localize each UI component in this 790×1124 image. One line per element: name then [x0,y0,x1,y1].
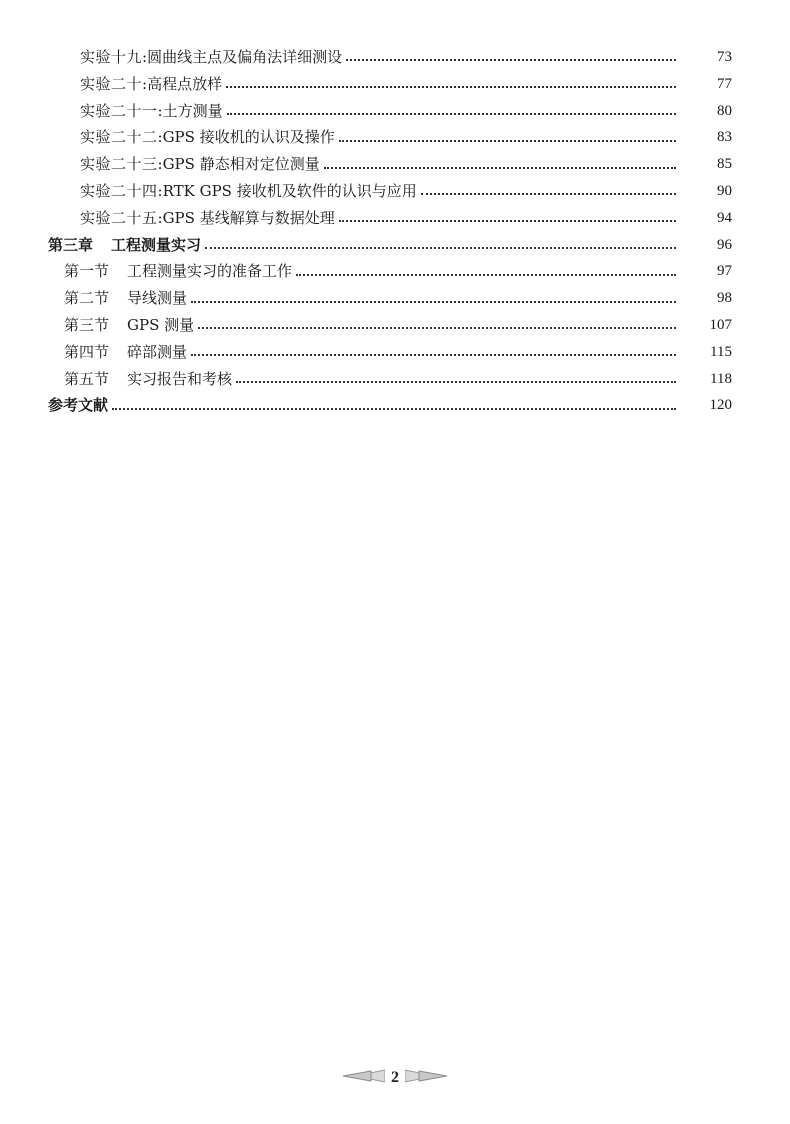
toc-entry-title [64,312,194,339]
dot-leader [205,247,676,249]
toc-entry-text: 工程测量实习的准备工作 [127,262,293,281]
toc-entry-title: 实验二十一:土方测量 [80,101,223,120]
toc-entry-section-3[interactable] [0,312,790,339]
toc-entry-label: 实验二十四 [80,181,158,200]
toc-entry-label: 第二节 [64,289,110,308]
toc-entry-experiment-22[interactable] [0,124,790,151]
toc-entry-chapter-3[interactable] [0,232,790,259]
toc-entry-title [64,366,232,393]
toc-entry-text: 高程点放样 [147,74,223,93]
right-arrow-icon [405,1068,449,1087]
dot-leader [339,220,676,222]
toc-entry-section-1[interactable] [0,258,790,285]
toc-entry-label: 实验二十二 [80,128,158,147]
dot-leader [198,327,676,329]
toc-entry-title: 参考文献 [48,396,109,415]
toc-entry-label: 实验二十一 [80,101,158,120]
left-arrow-icon [341,1068,385,1087]
dot-leader [226,86,676,88]
toc-entry-experiment-19[interactable] [0,44,790,71]
toc-entry-label: 第三节 [64,315,110,334]
toc-entry-text: 实习报告和考核 [127,369,233,388]
dot-leader [339,140,676,142]
toc-page-number: 98 [717,290,732,307]
toc-entry-text: RTK GPS 接收机及软件的认识与应用 [162,181,417,200]
toc-entry-text: 导线测量 [127,289,188,308]
toc-entry-title: 实验二十:高程点放样 [80,74,223,93]
toc-entry-text: GPS 接收机的认识及操作 [162,128,335,147]
page-number: 2 [391,1068,399,1086]
toc-page-number: 96 [717,236,732,253]
table-of-contents [0,44,790,419]
toc-entry-section-2[interactable] [0,285,790,312]
toc-entry-title: 实验十九:圆曲线主点及偏角法详细测设 [80,48,343,66]
toc-entry-experiment-25[interactable] [0,205,790,232]
toc-page-number: 94 [717,209,732,226]
toc-entry-text: 土方测量 [162,101,223,120]
dot-leader [236,381,676,383]
toc-entry-text: GPS 测量 [127,315,195,334]
toc-page-number: 118 [710,370,732,387]
toc-entry-title: 实验二十五:GPS 基线解算与数据处理 [80,208,335,227]
toc-entry-text: GPS 基线解算与数据处理 [162,208,335,227]
toc-entry-text: GPS 静态相对定位测量 [162,155,320,174]
dot-leader [191,354,676,356]
toc-entry-text: 圆曲线主点及偏角法详细测设 [147,48,343,66]
toc-entry-title: 实验二十四:RTK GPS 接收机及软件的认识与应用 [80,181,417,200]
toc-entry-experiment-24[interactable] [0,178,790,205]
dot-leader [346,59,676,61]
dot-leader [324,167,676,169]
toc-entry-label: 第三章 [48,235,94,254]
toc-entry-text: 工程测量实习 [111,235,202,254]
toc-entry-label: 第一节 [64,262,110,281]
dot-leader [112,408,676,410]
toc-entry-title [64,285,187,312]
dot-leader [296,274,676,276]
toc-entry-label: 实验十九 [80,48,143,66]
toc-entry-text: 碎部测量 [127,342,188,361]
toc-page-number: 83 [717,129,732,146]
toc-entry-references[interactable] [0,392,790,419]
toc-entry-label: 第四节 [64,342,110,361]
toc-entry-label: 第五节 [64,369,110,388]
toc-entry-section-4[interactable] [0,339,790,366]
dot-leader [421,193,676,195]
toc-page-number: 73 [717,49,732,65]
dot-leader [191,301,676,303]
toc-entry-section-5[interactable] [0,366,790,393]
toc-entry-experiment-20[interactable] [0,71,790,98]
toc-entry-label: 实验二十 [80,74,143,93]
toc-entry-title [48,232,201,259]
toc-page-number: 107 [709,316,732,333]
toc-entry-title [64,339,187,366]
toc-entry-title: 实验二十三:GPS 静态相对定位测量 [80,155,320,174]
toc-entry-experiment-21[interactable] [0,98,790,125]
page-footer [0,1068,790,1087]
toc-entry-label: 实验二十三 [80,155,158,174]
toc-entry-title [64,258,292,285]
toc-entry-title: 实验二十二:GPS 接收机的认识及操作 [80,128,335,147]
toc-entry-experiment-23[interactable] [0,151,790,178]
toc-page-number: 77 [717,75,732,92]
toc-page-number: 115 [710,343,732,360]
toc-page-number: 120 [709,397,732,414]
toc-page-number: 85 [717,156,732,173]
toc-page-number: 80 [717,102,732,119]
toc-page-number: 97 [717,263,732,280]
toc-entry-label: 实验二十五 [80,208,158,227]
toc-page-number: 90 [717,182,732,199]
dot-leader [227,113,676,115]
